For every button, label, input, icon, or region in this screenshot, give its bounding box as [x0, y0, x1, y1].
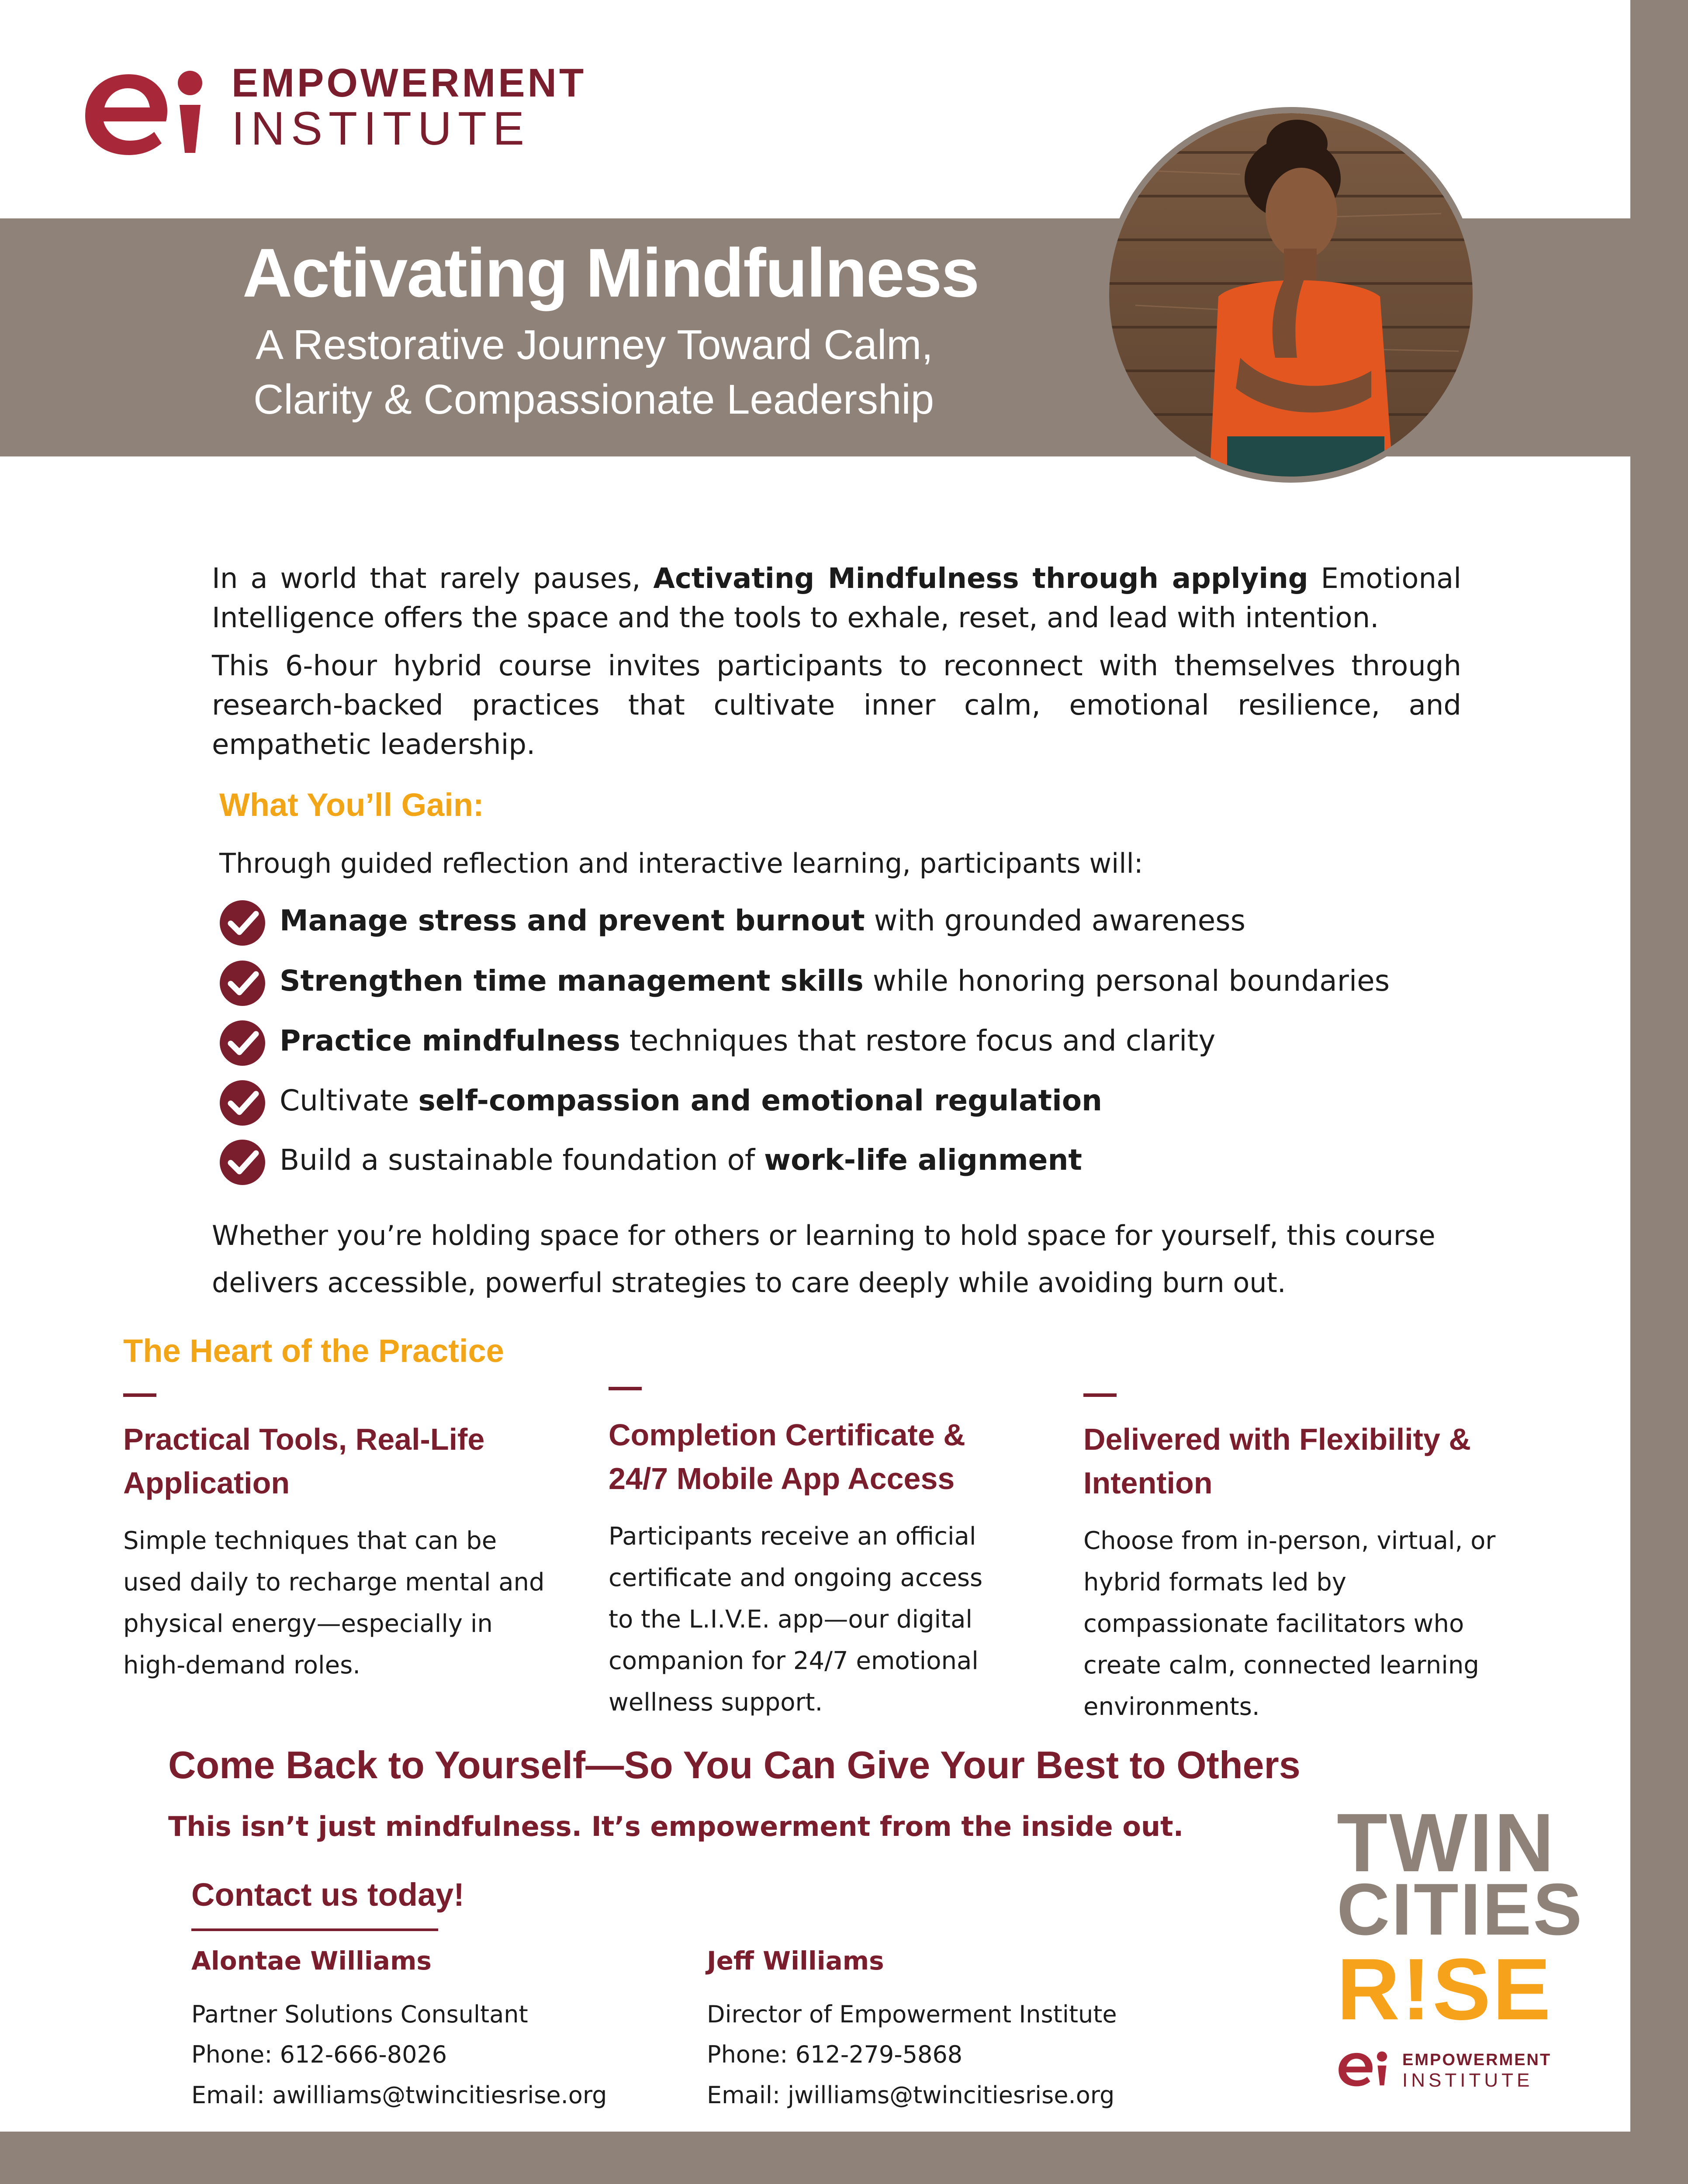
- intro-text: Emotional Intelligence offers the space and the tools to exhale, reset, and lead with intention.: [212, 563, 1462, 634]
- check-circle-icon: [218, 959, 266, 1007]
- benefit-item: [218, 956, 1529, 1008]
- check-circle-icon: [218, 1079, 266, 1127]
- column-title: Completion Certificate & 24/7 Mobile App Access: [609, 1418, 965, 1496]
- contact-email[interactable]: Email: awilliams@twincitiesrise.org: [191, 2081, 607, 2109]
- benefit-text: techniques that restore focus and clarity: [620, 1024, 1216, 1057]
- benefit-bold-text: Manage stress and prevent burnout: [280, 904, 865, 937]
- ei-logo-mark-icon: [1337, 2046, 1389, 2090]
- benefit-item: [218, 1075, 1529, 1128]
- heart-heading: The Heart of the Practice: [123, 1333, 504, 1369]
- column-body: Simple techniques that can be used daily to recharge mental and physical energy—especially in high-demand roles.: [123, 1527, 545, 1679]
- contact-role: Director of Empowerment Institute: [707, 2001, 1117, 2028]
- gain-intro: Through guided reflection and interactive learning, participants will:: [219, 847, 1143, 879]
- benefit-item: [218, 895, 1529, 948]
- empowerment-institute-logo: [81, 52, 623, 157]
- benefit-bold-text: Practice mindfulness: [280, 1024, 620, 1057]
- contact-underline: [191, 1928, 438, 1931]
- twin-cities-rise-logo: [1337, 1795, 1590, 2101]
- intro-bold-text: Activating Mindfulness through applying: [653, 563, 1308, 595]
- cta-subheading: This isn’t just mindfulness. It’s empowerment from the inside out.: [168, 1811, 1184, 1842]
- contact-email[interactable]: Email: jwilliams@twincitiesrise.org: [707, 2081, 1115, 2109]
- column-body: Participants receive an official certificate and ongoing access to the L.I.V.E. app—our digital companion for 24/7 emotional wellness support.: [609, 1522, 983, 1717]
- benefit-bold-text: Strengthen time management skills: [280, 964, 864, 998]
- check-circle-icon: [218, 1019, 266, 1067]
- subtitle-line-1: A Restorative Journey Toward Calm,: [256, 321, 933, 368]
- woman-thinking-illustration: [1109, 113, 1473, 477]
- column-title: Delivered with Flexibility & Intention: [1083, 1422, 1471, 1500]
- benefit-bold-text: self-compassion and emotional regulation: [418, 1084, 1103, 1117]
- benefit-text: Build a sustainable foundation of: [280, 1143, 764, 1177]
- benefit-item: [218, 1135, 1529, 1187]
- logo-line-empowerment: EMPOWERMENT: [232, 61, 587, 105]
- column-dash: [609, 1387, 642, 1390]
- intro-paragraph-2: This 6-hour hybrid course invites participants to reconnect with themselves through research-backed practices that cultivate inner calm, emotional resilience, and empathetic leadership.: [212, 650, 1461, 761]
- right-border-strip: [1630, 0, 1688, 2184]
- benefit-text: with grounded awareness: [865, 904, 1246, 937]
- logo-line-institute: INSTITUTE: [232, 102, 530, 155]
- check-circle-icon: [218, 899, 266, 947]
- benefit-bold-text: work-life alignment: [764, 1143, 1082, 1177]
- portrait-photo: [1103, 107, 1479, 483]
- contact-heading: Contact us today!: [191, 1876, 464, 1913]
- benefit-item: [218, 1016, 1529, 1068]
- bottom-border-strip: [0, 2132, 1688, 2184]
- intro-text: In a world that rarely pauses,: [212, 563, 654, 595]
- ei-logo-mark-icon: [81, 66, 208, 157]
- column-title: Practical Tools, Real-Life Application: [123, 1422, 485, 1500]
- tcr-word-rise: R!SE: [1337, 1941, 1553, 2038]
- page-title: Activating Mindfulness: [242, 235, 979, 311]
- tcr-word-cities: CITIES: [1337, 1868, 1584, 1950]
- check-circle-icon: [218, 1138, 266, 1186]
- subtitle-line-2: Clarity & Compassionate Leadership: [253, 376, 934, 423]
- column-dash: [1083, 1393, 1117, 1397]
- contact-phone[interactable]: Phone: 612-279-5868: [707, 2041, 963, 2068]
- column-dash: [123, 1393, 156, 1397]
- tcr-word-twin: TWIN: [1337, 1797, 1556, 1889]
- tcr-sub-empowerment: EMPOWERMENT: [1402, 2051, 1552, 2069]
- contact-name: Alontae Williams: [191, 1946, 432, 1976]
- contact-role: Partner Solutions Consultant: [191, 2001, 528, 2028]
- column-body: Choose from in-person, virtual, or hybrid formats led by compassionate facilitators who create calm, connected learning environments.: [1083, 1527, 1496, 1721]
- contact-phone[interactable]: Phone: 612-666-8026: [191, 2041, 447, 2068]
- benefit-text: while honoring personal boundaries: [863, 964, 1390, 998]
- closing-paragraph: Whether you’re holding space for others or learning to hold space for yourself, this course delivers accessible, powerful strategies to care deeply while avoiding burn out.: [212, 1220, 1435, 1299]
- intro-paragraph-1: [212, 559, 1461, 638]
- benefit-text: Cultivate: [280, 1084, 419, 1117]
- cta-heading: Come Back to Yourself—So You Can Give Your Best to Others: [168, 1743, 1301, 1787]
- tcr-sub-institute: INSTITUTE: [1402, 2070, 1533, 2091]
- contact-name: Jeff Williams: [707, 1946, 884, 1976]
- gain-heading: What You’ll Gain:: [219, 787, 484, 823]
